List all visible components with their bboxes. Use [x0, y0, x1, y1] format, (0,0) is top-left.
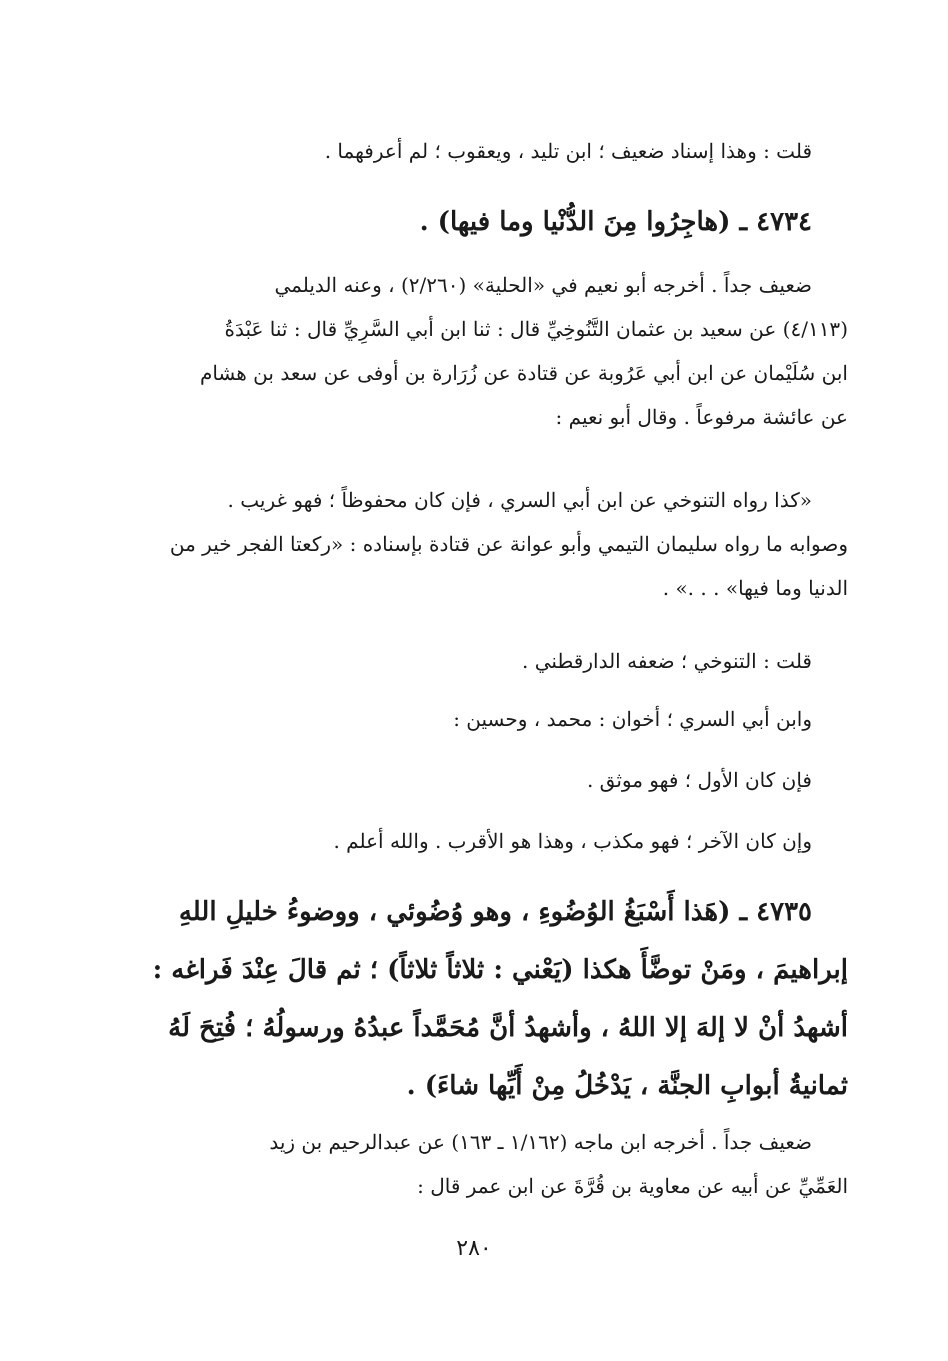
text-line: قلت : التنوخي ؛ ضعفه الدارقطني . — [521, 649, 812, 673]
text-line: «كذا رواه التنوخي عن ابن أبي السري ، فإن كان محفوظاً ؛ فهو غريب . — [227, 488, 812, 512]
paragraph-tanukhi — [108, 639, 848, 683]
text-line: عن عائشة مرفوعاً . وقال أبو نعيم : — [555, 405, 848, 429]
text-line: ضعيف جداً . أخرجه أبو نعيم في «الحلية» (٢/٢٦٠) ، وعنه الديلمي — [274, 273, 812, 297]
text-line: فإن كان الأول ؛ فهو موثق . — [586, 768, 812, 792]
page-number: ٢٨٠ — [456, 1236, 492, 1261]
text-line: (٤/١١٣) عن سعيد بن عثمان التَّنُوخِيِّ قال : ثنا ابن أبي السَّرِيِّ قال : ثنا عَبْدَةُ — [224, 317, 848, 341]
text-line: وإن كان الآخر ؛ فهو مكذب ، وهذا هو الأقرب . والله أعلم . — [333, 829, 812, 853]
text-line: الدنيا وما فيها» . . .» . — [662, 576, 848, 600]
paragraph-takhrij-4735 — [108, 1120, 848, 1208]
text-line: وصوابه ما رواه سليمان التيمي وأبو عوانة عن قتادة بإسناده : «ركعتا الفجر خير من — [169, 532, 848, 556]
hadith-heading-4734 — [108, 193, 848, 251]
heading-line: ثمانيةُ أبوابِ الجنَّة ، يَدْخُلُ مِنْ أَيِّها شاءَ) . — [406, 1071, 848, 1101]
paragraph-note-isnad — [108, 129, 848, 173]
heading-line: ٤٧٣٥ ـ (هَذا أَسْبَغُ الوُضُوءِ ، وهو وُضُوئي ، ووضوءُ خليلِ اللهِ — [178, 897, 812, 927]
hadith-heading-4735 — [108, 883, 848, 1115]
paragraph-quote-abu-nuaym — [108, 478, 848, 610]
text-line: وابن أبي السري ؛ أخوان : محمد ، وحسين : — [453, 707, 812, 731]
heading-line: أشهدُ أنْ لا إلهَ إلا اللهُ ، وأشهدُ أنَّ مُحَمَّداً عبدُهُ ورسولُهُ ؛ فُتِحَ لَهُ — [168, 1013, 848, 1043]
paragraph-takhrij-4734 — [108, 263, 848, 439]
heading-line: إبراهيمَ ، ومَنْ توضَّأَ هكذا (يَعْني : ثلاثاً ثلاثاً) ؛ ثم قالَ عِنْدَ فَراغه : — [152, 955, 848, 985]
paragraph-second-case — [108, 819, 848, 863]
text-line: ابن سُلَيْمان عن ابن أبي عَرُوبة عن قتادة عن زُرَارة بن أوفى عن سعد بن هشام — [199, 361, 848, 385]
text-line: العَمِّيِّ عن أبيه عن معاوية بن قُرَّةَ عن ابن عمر قال : — [417, 1174, 848, 1198]
text-line: قلت : وهذا إسناد ضعيف ؛ ابن تليد ، ويعقوب ؛ لم أعرفهما . — [324, 139, 812, 163]
text-line: ضعيف جداً . أخرجه ابن ماجه (١/١٦٢ ـ ١٦٣) عن عبدالرحيم بن زيد — [269, 1130, 812, 1154]
heading-line: ٤٧٣٤ ـ (هاجِرُوا مِنَ الدُّنْيا وما فيها) . — [419, 207, 812, 237]
paragraph-ibn-abi-sari — [108, 697, 848, 741]
paragraph-first-case — [108, 758, 848, 802]
